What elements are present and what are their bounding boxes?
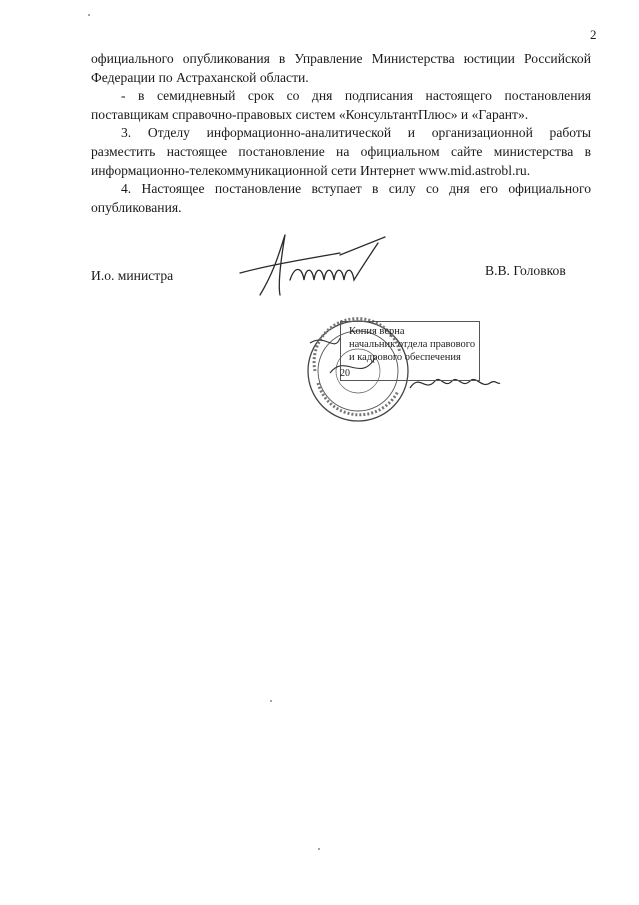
certification-date: 20 [340,368,350,379]
handwritten-signature [220,225,400,305]
paragraph-4: 4. Настоящее постановление вступает в силу со дня его официального опубликования. [91,181,591,215]
signatory-name: В.В. Головков [485,263,566,278]
paragraph-1: официального опубликования в Управление Министерства юстиции Российской Федерации по Астраханской области. [91,51,591,85]
document-body [91,50,591,217]
paragraph-2: - в семидневный срок со дня подписания настоящего постановления поставщикам справочно-правовых систем «КонсультантПлюс» и «Гарант». [91,88,591,122]
certification-stamp [340,321,480,381]
scan-speck [270,700,272,702]
signatory-position: И.о. министра [91,268,174,283]
page-number: 2 [590,27,597,42]
certification-line-3: и кадрового обеспечения [349,352,461,363]
certification-line-2: начальник отдела правового [349,339,476,350]
scan-speck [88,14,90,16]
scan-speck [318,848,320,850]
certification-line-1: Копия верна [349,326,405,337]
paragraph-3: 3. Отделу информационно-аналитической и организационной работы разместить настоящее постановление на официальном сайте министерства в информационно-телекоммуникационной сети Интернет www.mid.astrobl.ru. [91,125,591,178]
